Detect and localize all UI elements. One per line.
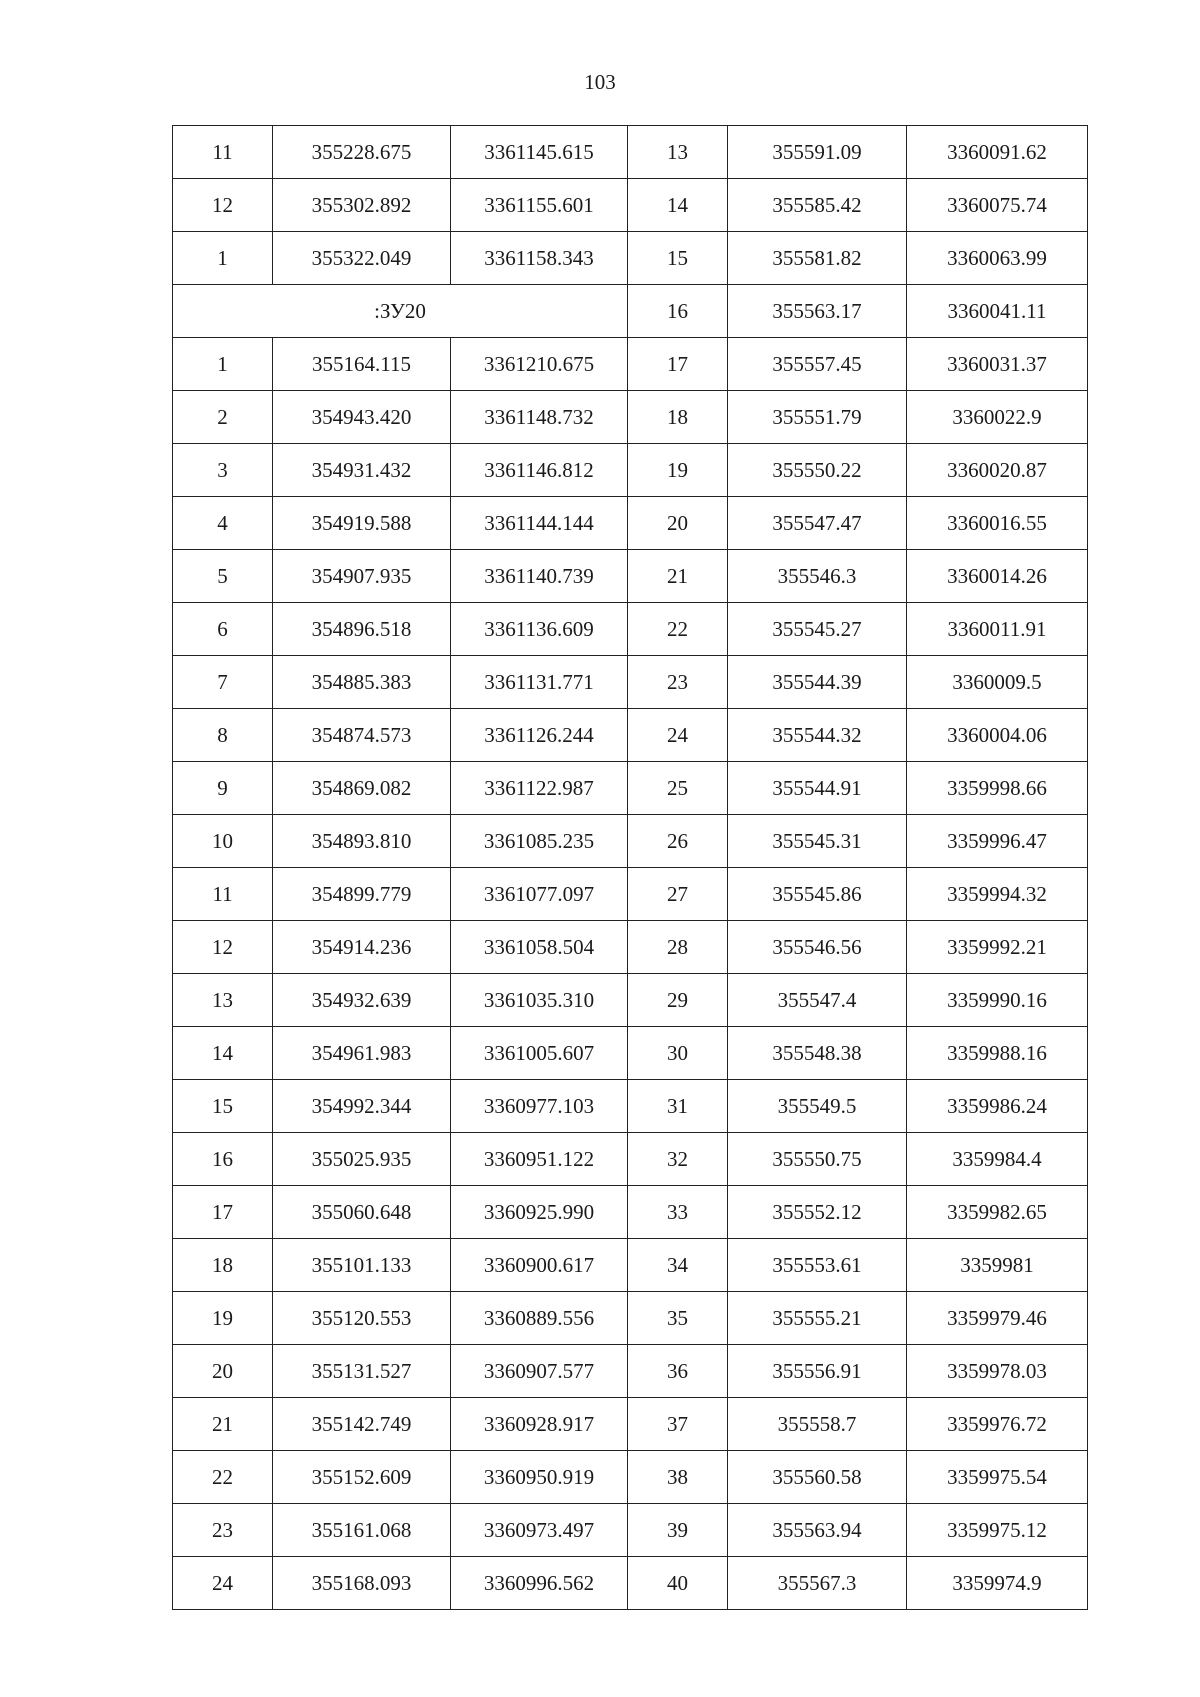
left-x-coordinate-cell: 354992.344 (273, 1080, 451, 1133)
left-x-coordinate-cell: 354893.810 (273, 815, 451, 868)
left-y-coordinate-cell: 3361035.310 (451, 974, 628, 1027)
left-x-coordinate-cell: 355101.133 (273, 1239, 451, 1292)
right-y-coordinate-cell: 3360016.55 (907, 497, 1088, 550)
left-point-number-cell: 18 (173, 1239, 273, 1292)
left-point-number-cell: 5 (173, 550, 273, 603)
left-y-coordinate-cell: 3361155.601 (451, 179, 628, 232)
left-point-number-cell: 24 (173, 1557, 273, 1610)
left-x-coordinate-cell: 355120.553 (273, 1292, 451, 1345)
right-x-coordinate-cell: 355547.47 (728, 497, 907, 550)
left-point-number-cell: 11 (173, 126, 273, 179)
right-point-number-cell: 21 (628, 550, 728, 603)
left-point-number-cell: 7 (173, 656, 273, 709)
right-y-coordinate-cell: 3359979.46 (907, 1292, 1088, 1345)
right-y-coordinate-cell: 3360004.06 (907, 709, 1088, 762)
right-y-coordinate-cell: 3360075.74 (907, 179, 1088, 232)
left-x-coordinate-cell: 354907.935 (273, 550, 451, 603)
right-point-number-cell: 39 (628, 1504, 728, 1557)
right-y-coordinate-cell: 3359975.54 (907, 1451, 1088, 1504)
left-x-coordinate-cell: 355302.892 (273, 179, 451, 232)
left-x-coordinate-cell: 355131.527 (273, 1345, 451, 1398)
left-x-coordinate-cell: 355025.935 (273, 1133, 451, 1186)
right-y-coordinate-cell: 3360091.62 (907, 126, 1088, 179)
right-y-coordinate-cell: 3359992.21 (907, 921, 1088, 974)
left-x-coordinate-cell: 355161.068 (273, 1504, 451, 1557)
left-x-coordinate-cell: 354885.383 (273, 656, 451, 709)
left-point-number-cell: 11 (173, 868, 273, 921)
right-y-coordinate-cell: 3359986.24 (907, 1080, 1088, 1133)
table-row (173, 285, 1088, 338)
right-y-coordinate-cell: 3360009.5 (907, 656, 1088, 709)
right-y-coordinate-cell: 3359998.66 (907, 762, 1088, 815)
left-x-coordinate-cell: 355152.609 (273, 1451, 451, 1504)
right-x-coordinate-cell: 355546.3 (728, 550, 907, 603)
left-y-coordinate-cell: 3361131.771 (451, 656, 628, 709)
table-row (173, 1292, 1088, 1345)
right-x-coordinate-cell: 355549.5 (728, 1080, 907, 1133)
right-x-coordinate-cell: 355591.09 (728, 126, 907, 179)
left-point-number-cell: 2 (173, 391, 273, 444)
left-x-coordinate-cell: 354896.518 (273, 603, 451, 656)
right-y-coordinate-cell: 3360031.37 (907, 338, 1088, 391)
left-x-coordinate-cell: 355142.749 (273, 1398, 451, 1451)
right-x-coordinate-cell: 355585.42 (728, 179, 907, 232)
table-row (173, 444, 1088, 497)
left-point-number-cell: 15 (173, 1080, 273, 1133)
table-row (173, 656, 1088, 709)
right-point-number-cell: 35 (628, 1292, 728, 1345)
right-point-number-cell: 23 (628, 656, 728, 709)
left-x-coordinate-cell: 355322.049 (273, 232, 451, 285)
right-x-coordinate-cell: 355560.58 (728, 1451, 907, 1504)
table-row (173, 1027, 1088, 1080)
left-y-coordinate-cell: 3361005.607 (451, 1027, 628, 1080)
right-point-number-cell: 13 (628, 126, 728, 179)
table-row (173, 497, 1088, 550)
right-x-coordinate-cell: 355552.12 (728, 1186, 907, 1239)
right-x-coordinate-cell: 355563.17 (728, 285, 907, 338)
right-point-number-cell: 32 (628, 1133, 728, 1186)
left-point-number-cell: 4 (173, 497, 273, 550)
page-number: 103 (584, 70, 616, 94)
right-x-coordinate-cell: 355553.61 (728, 1239, 907, 1292)
right-y-coordinate-cell: 3360063.99 (907, 232, 1088, 285)
left-x-coordinate-cell: 354931.432 (273, 444, 451, 497)
right-point-number-cell: 18 (628, 391, 728, 444)
right-x-coordinate-cell: 355557.45 (728, 338, 907, 391)
table-row (173, 762, 1088, 815)
left-point-number-cell: 6 (173, 603, 273, 656)
left-x-coordinate-cell: 354874.573 (273, 709, 451, 762)
right-y-coordinate-cell: 3360014.26 (907, 550, 1088, 603)
right-y-coordinate-cell: 3360022.9 (907, 391, 1088, 444)
right-y-coordinate-cell: 3359981 (907, 1239, 1088, 1292)
right-x-coordinate-cell: 355545.86 (728, 868, 907, 921)
right-x-coordinate-cell: 355555.21 (728, 1292, 907, 1345)
right-y-coordinate-cell: 3359976.72 (907, 1398, 1088, 1451)
right-point-number-cell: 16 (628, 285, 728, 338)
table-row (173, 179, 1088, 232)
table-row (173, 126, 1088, 179)
right-x-coordinate-cell: 355556.91 (728, 1345, 907, 1398)
right-point-number-cell: 14 (628, 179, 728, 232)
left-point-number-cell: 1 (173, 338, 273, 391)
left-x-coordinate-cell: 354919.588 (273, 497, 451, 550)
right-y-coordinate-cell: 3359974.9 (907, 1557, 1088, 1610)
left-y-coordinate-cell: 3360977.103 (451, 1080, 628, 1133)
right-point-number-cell: 26 (628, 815, 728, 868)
table-row (173, 550, 1088, 603)
right-y-coordinate-cell: 3359975.12 (907, 1504, 1088, 1557)
right-point-number-cell: 27 (628, 868, 728, 921)
left-x-coordinate-cell: 355164.115 (273, 338, 451, 391)
left-y-coordinate-cell: 3361136.609 (451, 603, 628, 656)
left-point-number-cell: 19 (173, 1292, 273, 1345)
table-row (173, 1345, 1088, 1398)
left-point-number-cell: 3 (173, 444, 273, 497)
right-x-coordinate-cell: 355546.56 (728, 921, 907, 974)
left-point-number-cell: 16 (173, 1133, 273, 1186)
coordinates-table (172, 125, 1088, 1610)
left-point-number-cell: 9 (173, 762, 273, 815)
left-x-coordinate-cell: 355168.093 (273, 1557, 451, 1610)
left-y-coordinate-cell: 3360907.577 (451, 1345, 628, 1398)
right-point-number-cell: 20 (628, 497, 728, 550)
right-point-number-cell: 19 (628, 444, 728, 497)
right-point-number-cell: 31 (628, 1080, 728, 1133)
table-row (173, 1398, 1088, 1451)
right-x-coordinate-cell: 355563.94 (728, 1504, 907, 1557)
right-point-number-cell: 30 (628, 1027, 728, 1080)
right-y-coordinate-cell: 3359988.16 (907, 1027, 1088, 1080)
right-x-coordinate-cell: 355567.3 (728, 1557, 907, 1610)
left-y-coordinate-cell: 3361158.343 (451, 232, 628, 285)
left-y-coordinate-cell: 3360950.919 (451, 1451, 628, 1504)
left-y-coordinate-cell: 3361126.244 (451, 709, 628, 762)
right-point-number-cell: 22 (628, 603, 728, 656)
left-y-coordinate-cell: 3361145.615 (451, 126, 628, 179)
left-y-coordinate-cell: 3360925.990 (451, 1186, 628, 1239)
left-x-coordinate-cell: 355060.648 (273, 1186, 451, 1239)
left-point-number-cell: 13 (173, 974, 273, 1027)
right-y-coordinate-cell: 3359984.4 (907, 1133, 1088, 1186)
left-point-number-cell: 20 (173, 1345, 273, 1398)
right-point-number-cell: 15 (628, 232, 728, 285)
right-point-number-cell: 24 (628, 709, 728, 762)
left-y-coordinate-cell: 3361122.987 (451, 762, 628, 815)
right-x-coordinate-cell: 355545.31 (728, 815, 907, 868)
left-point-number-cell: 21 (173, 1398, 273, 1451)
left-y-coordinate-cell: 3360900.617 (451, 1239, 628, 1292)
coordinates-table-body (173, 126, 1088, 1610)
right-x-coordinate-cell: 355544.39 (728, 656, 907, 709)
left-y-coordinate-cell: 3360996.562 (451, 1557, 628, 1610)
right-x-coordinate-cell: 355550.75 (728, 1133, 907, 1186)
table-row (173, 1451, 1088, 1504)
left-y-coordinate-cell: 3361077.097 (451, 868, 628, 921)
left-x-coordinate-cell: 354869.082 (273, 762, 451, 815)
right-point-number-cell: 29 (628, 974, 728, 1027)
right-y-coordinate-cell: 3359990.16 (907, 974, 1088, 1027)
right-x-coordinate-cell: 355545.27 (728, 603, 907, 656)
left-point-number-cell: 10 (173, 815, 273, 868)
left-point-number-cell: 1 (173, 232, 273, 285)
right-point-number-cell: 36 (628, 1345, 728, 1398)
table-row (173, 921, 1088, 974)
right-x-coordinate-cell: 355544.32 (728, 709, 907, 762)
left-y-coordinate-cell: 3361085.235 (451, 815, 628, 868)
left-y-coordinate-cell: 3361148.732 (451, 391, 628, 444)
left-y-coordinate-cell: 3361144.144 (451, 497, 628, 550)
right-point-number-cell: 37 (628, 1398, 728, 1451)
right-point-number-cell: 40 (628, 1557, 728, 1610)
left-point-number-cell: 23 (173, 1504, 273, 1557)
left-x-coordinate-cell: 354914.236 (273, 921, 451, 974)
left-x-coordinate-cell: 354932.639 (273, 974, 451, 1027)
right-x-coordinate-cell: 355547.4 (728, 974, 907, 1027)
left-x-coordinate-cell: 354943.420 (273, 391, 451, 444)
right-x-coordinate-cell: 355581.82 (728, 232, 907, 285)
left-y-coordinate-cell: 3360928.917 (451, 1398, 628, 1451)
left-y-coordinate-cell: 3361058.504 (451, 921, 628, 974)
left-y-coordinate-cell: 3360973.497 (451, 1504, 628, 1557)
left-point-number-cell: 8 (173, 709, 273, 762)
left-y-coordinate-cell: 3360889.556 (451, 1292, 628, 1345)
left-y-coordinate-cell: 3361210.675 (451, 338, 628, 391)
right-x-coordinate-cell: 355558.7 (728, 1398, 907, 1451)
right-x-coordinate-cell: 355550.22 (728, 444, 907, 497)
left-point-number-cell: 22 (173, 1451, 273, 1504)
left-y-coordinate-cell: 3361146.812 (451, 444, 628, 497)
table-row (173, 338, 1088, 391)
table-row (173, 709, 1088, 762)
left-y-coordinate-cell: 3360951.122 (451, 1133, 628, 1186)
right-y-coordinate-cell: 3360041.11 (907, 285, 1088, 338)
right-point-number-cell: 17 (628, 338, 728, 391)
right-x-coordinate-cell: 355548.38 (728, 1027, 907, 1080)
left-x-coordinate-cell: 354899.779 (273, 868, 451, 921)
left-point-number-cell: 12 (173, 921, 273, 974)
table-row (173, 1186, 1088, 1239)
left-point-number-cell: 12 (173, 179, 273, 232)
right-point-number-cell: 38 (628, 1451, 728, 1504)
right-y-coordinate-cell: 3360011.91 (907, 603, 1088, 656)
right-y-coordinate-cell: 3359994.32 (907, 868, 1088, 921)
table-row (173, 974, 1088, 1027)
table-row (173, 868, 1088, 921)
table-row (173, 1239, 1088, 1292)
table-row (173, 391, 1088, 444)
right-point-number-cell: 34 (628, 1239, 728, 1292)
table-row (173, 1504, 1088, 1557)
table-row (173, 1133, 1088, 1186)
right-y-coordinate-cell: 3360020.87 (907, 444, 1088, 497)
left-point-number-cell: 14 (173, 1027, 273, 1080)
table-row (173, 603, 1088, 656)
section-label-cell: :ЗУ20 (173, 285, 628, 338)
table-row (173, 1080, 1088, 1133)
right-y-coordinate-cell: 3359978.03 (907, 1345, 1088, 1398)
right-point-number-cell: 33 (628, 1186, 728, 1239)
right-y-coordinate-cell: 3359982.65 (907, 1186, 1088, 1239)
table-row (173, 1557, 1088, 1610)
left-point-number-cell: 17 (173, 1186, 273, 1239)
right-y-coordinate-cell: 3359996.47 (907, 815, 1088, 868)
left-x-coordinate-cell: 355228.675 (273, 126, 451, 179)
table-row (173, 232, 1088, 285)
table-row (173, 815, 1088, 868)
right-point-number-cell: 25 (628, 762, 728, 815)
right-x-coordinate-cell: 355551.79 (728, 391, 907, 444)
left-y-coordinate-cell: 3361140.739 (451, 550, 628, 603)
right-x-coordinate-cell: 355544.91 (728, 762, 907, 815)
left-x-coordinate-cell: 354961.983 (273, 1027, 451, 1080)
right-point-number-cell: 28 (628, 921, 728, 974)
